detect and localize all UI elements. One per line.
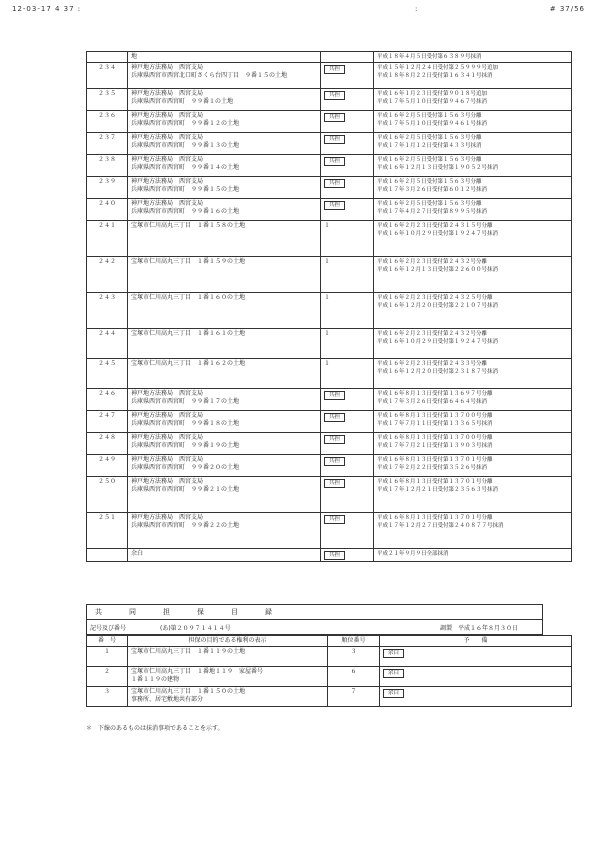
row-note: 平成１６年２月２３日受付第２４３２号分離 平成１６年１２月１３日受付第２２６００号抹消	[374, 257, 572, 293]
tag-badge: 共担	[324, 435, 345, 444]
row-number	[87, 549, 128, 562]
collateral-num: １	[87, 647, 128, 667]
collateral-title: 共 同 担 保 目 録	[86, 604, 543, 620]
table-row	[87, 359, 572, 389]
row-tag	[321, 477, 374, 513]
row-tag	[321, 359, 374, 389]
row-note: 平成１５年１２月２４日受付第２５９９９号追加 平成１８年８月２２日受付第１６３４１号抹消	[374, 63, 572, 89]
row-desc: 神戸地方法務局 西宮支局 兵庫県西宮市西宮町 ９９番１８の土地	[128, 411, 321, 433]
row-note: 平成１６年８月１３日受付第１３７０１号分離 平成１７年１２月２１日受付第２３５６３号抹消	[374, 477, 572, 513]
row-number: ２４６	[87, 389, 128, 411]
note-badge: 余白	[383, 689, 404, 698]
collateral-note	[380, 687, 572, 707]
note-badge: 余白	[383, 649, 404, 658]
row-desc: 神戸地方法務局 西宮支局 兵庫県西宮市西宮町 ９９番２０の土地	[128, 455, 321, 477]
table-row	[87, 52, 572, 63]
table-row	[87, 155, 572, 177]
collateral-num: ３	[87, 687, 128, 707]
row-note: 平成１６年２月５日受付第１５６３号分離 平成１６年１２月１３日受付第１９０５２号抹消	[374, 155, 572, 177]
table-row	[87, 63, 572, 89]
collateral-row	[87, 647, 572, 667]
collateral-header-row: 番 号 担保の目的である権利の表示 順位番号 予 備	[87, 636, 572, 647]
row-tag	[321, 411, 374, 433]
row-tag	[321, 111, 374, 133]
tag-badge: 共担	[324, 201, 345, 210]
table-row	[87, 433, 572, 455]
row-number: ２４５	[87, 359, 128, 389]
table-row	[87, 329, 572, 359]
row-note: 平成１８年４月５日受付第６３８９号抹消	[374, 52, 572, 63]
row-desc: 神戸地方法務局 西宮支局 兵庫県西宮市西宮町 ９９番１５の土地	[128, 177, 321, 199]
table-row	[87, 549, 572, 562]
prep-date: 調製 平成１６年８月３０日	[440, 624, 519, 632]
collateral-rank: ３	[328, 647, 380, 667]
tag-badge: 共担	[324, 457, 345, 466]
tag-badge: １	[324, 258, 331, 265]
row-note: 平成１６年２月２３日受付第２４３２５号分離 平成１６年１２月２０日受付第２２１０７号抹消	[374, 293, 572, 329]
tag-badge: 共担	[324, 179, 345, 188]
row-number: ２３９	[87, 177, 128, 199]
row-desc: 神戸地方法務局 西宮支局 兵庫県西宮市西宮町 ９９番２１の土地	[128, 477, 321, 513]
row-number: ２３５	[87, 89, 128, 111]
tag-badge: 共担	[324, 413, 345, 422]
tag-badge: １	[324, 330, 331, 337]
row-desc: 神戸地方法務局 西宮支局 兵庫県西宮市西宮町 ９９番１４の土地	[128, 155, 321, 177]
tag-badge: 共担	[324, 135, 345, 144]
fax-header-left: 12-03-17 4 37 :	[12, 5, 82, 13]
collateral-table	[86, 635, 572, 707]
row-desc: 余白	[128, 549, 321, 562]
row-number: ２３８	[87, 155, 128, 177]
row-desc: 宝塚市仁川高丸三丁目 １番１６０の土地	[128, 293, 321, 329]
row-desc: 神戸地方法務局 西宮支局 兵庫県西宮市西宮町 ９９番１９の土地	[128, 433, 321, 455]
tag-badge: 共担	[324, 515, 345, 524]
row-tag	[321, 155, 374, 177]
row-note: 平成１６年２月５日受付第１５６３号分離 平成１７年４月２７日受付第８９９５号抹消	[374, 199, 572, 221]
tag-badge: 共担	[324, 479, 345, 488]
row-note: 平成１６年８月１３日受付第１３７００号分離 平成１７年７月１１日受付第１３３６５号抹消	[374, 411, 572, 433]
row-number: ２４１	[87, 221, 128, 257]
row-note: 平成１６年８月１３日受付第１３６９７号分離 平成１７年３月２６日受付第６４６４号抹消	[374, 389, 572, 411]
row-desc: 神戸地方法務局 西宮支局 兵庫県西宮市西宮北口町さくら台四丁目 ９番１５の土地	[128, 63, 321, 89]
collateral-desc: 宝塚市仁川高丸三丁目 １番１１９の土地	[128, 647, 328, 667]
row-desc: 宝塚市仁川高丸三丁目 １番１５８の土地	[128, 221, 321, 257]
collateral-num: ２	[87, 667, 128, 687]
row-tag	[321, 63, 374, 89]
table-row	[87, 455, 572, 477]
row-note: 平成１６年８月１３日受付第１３７０１号分離 平成１７年２月２２日受付第３５２６号抹消	[374, 455, 572, 477]
row-tag	[321, 199, 374, 221]
register-table	[86, 51, 572, 562]
row-note: 平成１６年１月２３日受付第９０１８号追加 平成１７年５月１０日受付第９４６７号抹消	[374, 89, 572, 111]
row-number: ２４３	[87, 293, 128, 329]
table-row	[87, 199, 572, 221]
table-row	[87, 389, 572, 411]
row-number: ２４４	[87, 329, 128, 359]
row-number: ２３６	[87, 111, 128, 133]
table-row	[87, 293, 572, 329]
row-tag	[321, 433, 374, 455]
row-number: ２３７	[87, 133, 128, 155]
collateral-rank: ７	[328, 687, 380, 707]
tag-badge: 共担	[324, 391, 345, 400]
symbol-value: (あ)第２０９７１４１４号	[160, 624, 231, 632]
row-note: 平成１６年２月５日受付第１５６３号分離 平成１７年３月２６日受付第６０１２号抹消	[374, 177, 572, 199]
fax-header-mid: :	[415, 5, 419, 13]
row-desc: 地	[128, 52, 321, 63]
collateral-desc: 宝塚市仁川高丸三丁目 １番地１１９ 家屋番号 １番１１９の建物	[128, 667, 328, 687]
table-row	[87, 89, 572, 111]
row-desc: 神戸地方法務局 西宮支局 兵庫県西宮市西宮町 ９９番１７の土地	[128, 389, 321, 411]
footnote: ＊ 下線のあるものは抹消事項であることを示す。	[86, 725, 224, 732]
table-row	[87, 177, 572, 199]
tag-badge: 共担	[324, 157, 345, 166]
row-number: ２３４	[87, 63, 128, 89]
tag-badge: １	[324, 294, 331, 301]
row-note: 平成１６年２月２３日受付第２４３２号分離 平成１６年１０月２９日受付第１９２４７号抹消	[374, 329, 572, 359]
collateral-meta	[86, 620, 543, 635]
row-number: ２５１	[87, 513, 128, 549]
row-number: ２４８	[87, 433, 128, 455]
tag-badge: 共担	[324, 65, 345, 74]
collateral-note	[380, 647, 572, 667]
row-desc: 宝塚市仁川高丸三丁目 １番１６１の土地	[128, 329, 321, 359]
table-row	[87, 111, 572, 133]
row-desc: 神戸地方法務局 西宮支局 兵庫県西宮市西宮町 ９９番１６の土地	[128, 199, 321, 221]
row-note: 平成１６年２月２３日受付第２４３３号分離 平成１６年１２月２０日受付第２３１８７号抹消	[374, 359, 572, 389]
tag-badge: １	[324, 360, 331, 367]
row-tag	[321, 455, 374, 477]
table-row	[87, 513, 572, 549]
row-tag	[321, 133, 374, 155]
row-tag	[321, 293, 374, 329]
table-row	[87, 221, 572, 257]
row-note: 平成２１年９月９日全部抹消	[374, 549, 572, 562]
row-number: ２４７	[87, 411, 128, 433]
row-tag	[321, 257, 374, 293]
row-tag	[321, 513, 374, 549]
row-desc: 神戸地方法務局 西宮支局 兵庫県西宮市西宮町 ９９番１の土地	[128, 89, 321, 111]
tag-badge: １	[324, 222, 331, 229]
row-tag	[321, 549, 374, 562]
row-note: 平成１６年２月５日受付第１５６３号分離 平成１７年５月１０日受付第９４６１号抹消	[374, 111, 572, 133]
row-desc: 神戸地方法務局 西宮支局 兵庫県西宮市西宮町 ９９番２２の土地	[128, 513, 321, 549]
row-desc: 宝塚市仁川高丸三丁目 １番１６２の土地	[128, 359, 321, 389]
row-note: 平成１６年８月１３日受付第１３７０１号分離 平成１７年１２月２７日受付第２４０８７７号抹消	[374, 513, 572, 549]
collateral-note	[380, 667, 572, 687]
row-number: ２５０	[87, 477, 128, 513]
row-note: 平成１６年２月２３日受付第２４３１５号分離 平成１６年１０月２９日受付第１９２４７号抹消	[374, 221, 572, 257]
note-badge: 余白	[383, 669, 404, 678]
row-note: 平成１６年８月１３日受付第１３７００号分離 平成１７年７月２１日受付第１３９０３号抹消	[374, 433, 572, 455]
row-note: 平成１６年２月５日受付第１５６３号分離 平成１７年１月１２日受付第４３３号抹消	[374, 133, 572, 155]
collateral-desc: 宝塚市仁川高丸三丁目 １番１５０の土地 事務所、居宅敷地共有部分	[128, 687, 328, 707]
table-row	[87, 133, 572, 155]
tag-badge: 共担	[324, 91, 345, 100]
table-row	[87, 477, 572, 513]
collateral-catalog	[86, 604, 543, 707]
tag-badge: 共担	[324, 113, 345, 122]
row-tag	[321, 389, 374, 411]
row-number: ２４９	[87, 455, 128, 477]
row-number: ２４０	[87, 199, 128, 221]
row-tag	[321, 221, 374, 257]
collateral-row	[87, 687, 572, 707]
row-number: ２４２	[87, 257, 128, 293]
table-row	[87, 411, 572, 433]
row-desc: 神戸地方法務局 西宮支局 兵庫県西宮市西宮町 ９９番１３の土地	[128, 133, 321, 155]
row-desc: 神戸地方法務局 西宮支局 兵庫県西宮市西宮町 ９９番１２の土地	[128, 111, 321, 133]
row-tag	[321, 177, 374, 199]
symbol-label: 記号及び番号	[90, 624, 127, 632]
row-tag	[321, 89, 374, 111]
tag-badge: 共担	[324, 551, 345, 560]
collateral-rank: ６	[328, 667, 380, 687]
row-desc: 宝塚市仁川高丸三丁目 １番１５９の土地	[128, 257, 321, 293]
row-tag	[321, 329, 374, 359]
fax-header-page: # 37/56	[549, 5, 585, 13]
table-row	[87, 257, 572, 293]
collateral-row	[87, 667, 572, 687]
